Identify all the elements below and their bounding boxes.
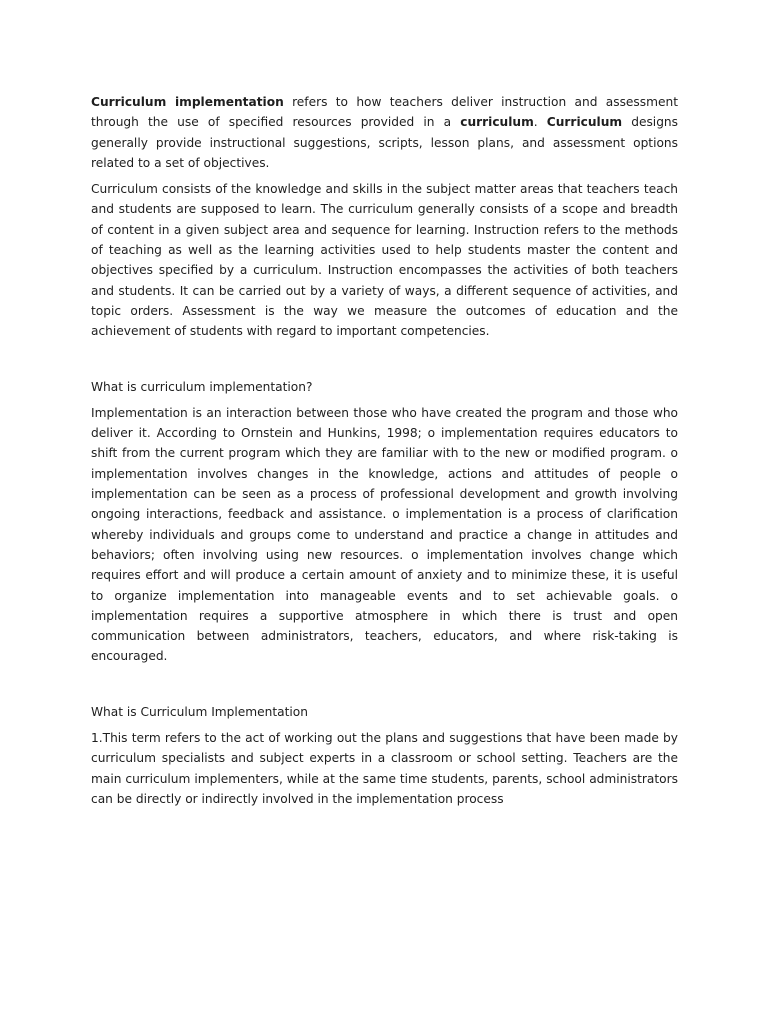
term-curriculum-implementation: Curriculum implementation xyxy=(91,95,284,109)
paragraph-implementation: Implementation is an interaction between those who have created the program and those who deliver it. According to Ornstein and Hunkins, 1998; o implementation requires educators to shift from the current program which they are familiar with to the new or modified program. o implementation involves changes in the knowledge, actions and attitudes of people o implementation can be seen as a process of professional development and growth involving ongoing interactions, feedback and assistance. o implementation is a process of clarification whereby individuals and groups come to understand and practice a change in attitudes and behaviors; often involving using new resources. o implementation involves change which requires effort and will produce a certain amount of anxiety and to minimize these, it is useful to organize implementation into manageable events and to set achievable goals. o implementation requires a supportive atmosphere in which there is trust and open communication between administrators, teachers, educators, and where risk-taking is encouraged. xyxy=(91,405,678,664)
intro-text-2: . xyxy=(533,115,547,130)
heading-what-is-curriculum-implementation-2: What is Curriculum Implementation xyxy=(91,704,308,719)
paragraph-curriculum-definition: Curriculum consists of the knowledge and skills in the subject matter areas that teachers teach and students are supposed to learn. The curriculum generally consists of a scope and breadth of content in a given subject area and sequence for learning. Instruction refers to the methods of teaching as well as the learning activities used to help students master the content and objectives specified by a curriculum. Instruction encompasses the activities of both teachers and students. It can be carried out by a variety of ways, a different sequence of activities, and topic orders. Assessment is the way we measure the outcomes of education and the achievement of students with regard to important competencies. xyxy=(91,182,678,339)
paragraph-intro xyxy=(91,92,678,173)
document-body xyxy=(91,92,678,815)
intro-text-1: refers to how teachers deliver instruction and assessment through the use of specified resources provided in a xyxy=(91,95,678,130)
heading-what-is-curriculum-implementation: What is curriculum implementation? xyxy=(91,379,313,394)
paragraph-term-definition: 1.This term refers to the act of working out the plans and suggestions that have been made by curriculum specialists and subject experts in a classroom or school setting. Teachers are the main curriculum implementers, while at the same time students, parents, school administrators can be directly or indirectly involved in the implementation process xyxy=(91,731,678,806)
term-curriculum: curriculum xyxy=(460,115,534,130)
term-curriculum-2: Curriculum xyxy=(546,115,623,130)
intro-text-3: designs generally provide instructional suggestions, scripts, lesson plans, and assessment options related to a set of objectives. xyxy=(91,115,678,170)
